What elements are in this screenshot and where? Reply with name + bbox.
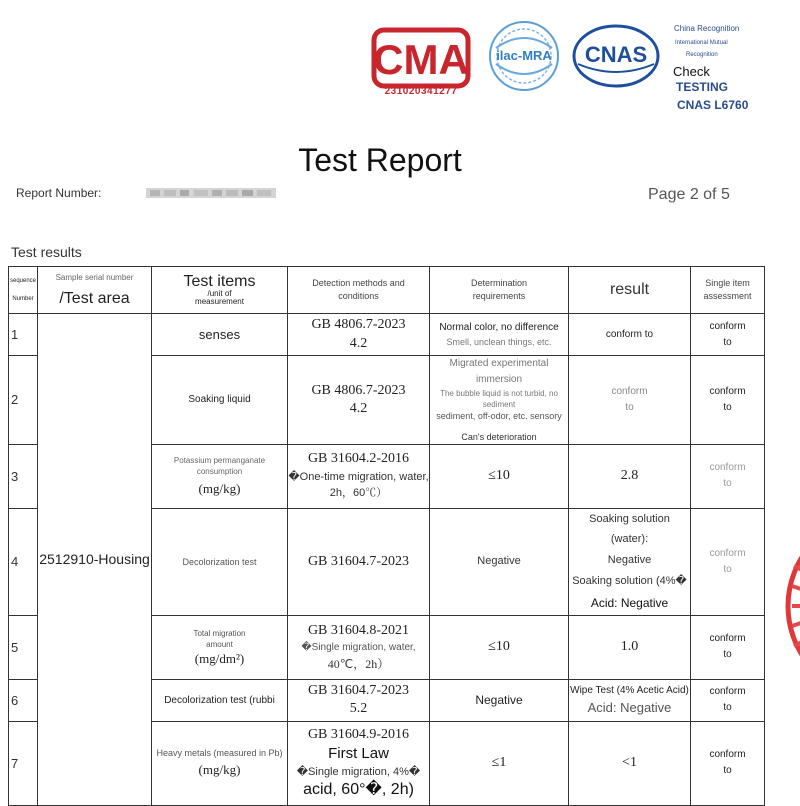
test-item: senses: [152, 314, 288, 356]
header-measurement: measurement: [195, 297, 244, 306]
header-test-items-label: Test items: [183, 273, 256, 290]
requirement: ≤10: [430, 444, 569, 508]
test-item-name: amount: [206, 639, 233, 649]
standard-code: GB 31604.9-2016: [307, 726, 410, 742]
result-line: Acid: Negative: [590, 596, 669, 611]
result-line: Negative: [607, 554, 652, 567]
test-item: Soaking liquid: [152, 356, 288, 445]
cert-line-check: Check: [673, 64, 710, 79]
test-item: [152, 615, 288, 679]
header-detection: [288, 267, 430, 314]
standard-clause: 4.2: [349, 335, 368, 351]
table-row: [9, 314, 765, 356]
standard-code: GB 31604.8-2021: [307, 622, 410, 638]
condition-line: acid, 60°�, 2h): [303, 781, 414, 799]
header-determination-2: requirements: [472, 291, 526, 301]
test-results-table: [8, 266, 765, 806]
report-number-redacted: [146, 186, 276, 200]
header-sequence: [9, 267, 38, 314]
assessment-line: to: [723, 336, 732, 348]
requirement-line: The bubble liquid is not turbid, no: [440, 389, 558, 398]
result-line: Wipe Test (4% Acetic Acid): [570, 685, 689, 697]
test-item: [152, 721, 288, 805]
header-single-item-label: Single item: [705, 277, 750, 288]
test-item-unit: (mg/kg): [198, 481, 241, 497]
test-item-unit: (mg/dm²): [194, 651, 245, 667]
header-test-area: /Test area: [59, 289, 130, 307]
test-item-name: Potassium permanganate consumption: [173, 455, 266, 477]
header-sample-serial: [38, 267, 152, 314]
requirement-line: Can's deterioration: [461, 431, 537, 442]
header-assessment: assessment: [703, 291, 752, 301]
test-item: Decolorization test (rubbi: [152, 679, 288, 721]
result-line: Soaking solution (4%�: [572, 575, 687, 588]
test-item: Decolorization test: [152, 508, 288, 615]
red-stamp: [780, 506, 800, 706]
result-value: 2.8: [569, 444, 691, 508]
row-number: 7: [9, 721, 38, 805]
result-value: 1.0: [569, 615, 691, 679]
result-line: Soaking solution (water):: [589, 512, 670, 546]
header-sequence-top: sequence: [9, 277, 37, 284]
svg-text:CMA: CMA: [373, 36, 469, 83]
detection-method: [288, 615, 430, 679]
requirement-line: Migrated experimental immersion: [449, 358, 549, 385]
condition-line: �One-time migration, water,: [288, 470, 429, 483]
row-number: 3: [9, 444, 38, 508]
result-value: [569, 356, 691, 445]
sample-id: 2512910-Housing: [38, 314, 152, 806]
assessment-line: conform: [709, 633, 746, 645]
cert-line-cnas-number: CNAS L6760: [677, 98, 749, 112]
result-value: [569, 508, 691, 615]
detection-method: [288, 356, 430, 445]
detection-method: [288, 314, 430, 356]
header-determination-1: Determination: [470, 277, 528, 288]
assessment: [691, 356, 765, 445]
requirement-line: Normal color, no difference: [439, 322, 559, 334]
assessment: [691, 444, 765, 508]
assessment-line: conform: [709, 686, 746, 698]
assessment-line: conform: [709, 320, 746, 332]
svg-text:CNAS: CNAS: [584, 42, 648, 67]
requirement-line: sediment, off-odor, etc. sensory: [436, 411, 562, 422]
requirement: ≤10: [430, 615, 569, 679]
standard-clause: 5.2: [349, 701, 368, 717]
row-number: 5: [9, 615, 38, 679]
assessment: [691, 314, 765, 356]
ilac-mra-logo: [486, 18, 562, 94]
row-number: 4: [9, 508, 38, 615]
result-line: conform: [611, 385, 648, 397]
assessment-line: to: [723, 702, 732, 714]
page-title: Test Report: [298, 142, 462, 178]
row-number: 2: [9, 356, 38, 445]
test-item: [152, 444, 288, 508]
cert-line-recognition: Recognition: [686, 52, 718, 58]
standard-code: GB 4806.7-2023: [311, 382, 406, 398]
requirement: ≤1: [430, 721, 569, 805]
condition-line: First Law: [328, 745, 389, 763]
result-line: to: [625, 401, 634, 413]
header-result-label: result: [609, 281, 650, 298]
result-value: conform to: [569, 314, 691, 356]
assessment-line: conform: [709, 462, 746, 474]
standard-code: GB 31604.7-2023: [307, 683, 410, 699]
result-value: [569, 679, 691, 721]
assessment-line: to: [723, 563, 732, 575]
test-item-name: Total migration: [193, 628, 246, 638]
standard-code: GB 31604.7-2023: [307, 553, 410, 569]
header-detection-1: Detection methods and: [312, 277, 405, 288]
header-detection-2: conditions: [338, 291, 379, 301]
assessment-line: to: [723, 765, 732, 777]
header-determination: [430, 267, 569, 314]
assessment-line: to: [723, 649, 732, 661]
standard-code: GB 31604.2-2016: [307, 451, 410, 467]
section-title: Test results: [11, 244, 82, 260]
assessment-line: to: [723, 478, 732, 490]
assessment-line: conform: [709, 385, 746, 397]
cert-line-international-mutual: International Mutual: [675, 40, 728, 46]
table-header-row: [9, 267, 765, 314]
assessment-line: conform: [709, 749, 746, 761]
condition-line: �Single migration, 4%�: [296, 765, 421, 778]
detection-method: [288, 444, 430, 508]
assessment-line: conform: [709, 547, 746, 559]
assessment: [691, 721, 765, 805]
cma-certificate-number: 231020341277: [384, 86, 458, 97]
header-single-item: [691, 267, 765, 314]
row-number: 6: [9, 679, 38, 721]
header-sequence-bottom: Number: [12, 296, 34, 302]
header-test-items: [152, 267, 288, 314]
requirement: [430, 356, 569, 445]
page-indicator: Page 2 of 5: [648, 186, 730, 203]
detection-method: [288, 508, 430, 615]
detection-method: [288, 721, 430, 805]
cnas-logo: [572, 24, 660, 88]
row-number: 1: [9, 314, 38, 356]
header-result: [569, 267, 691, 314]
requirement: Negative: [430, 679, 569, 721]
requirement-line: sediment: [482, 400, 516, 410]
requirement: [430, 314, 569, 356]
assessment: [691, 508, 765, 615]
result-value: <1: [569, 721, 691, 805]
cert-line-china-recognition: China Recognition: [674, 24, 740, 33]
header-sample-serial-label: Sample serial number: [55, 272, 134, 282]
requirement-line: Smell, unclean things, etc.: [446, 337, 552, 348]
condition-line: 2h，60℃）: [329, 487, 388, 500]
assessment-line: to: [723, 401, 732, 413]
assessment: [691, 679, 765, 721]
svg-text:ilac-MRA: ilac-MRA: [496, 48, 552, 63]
result-line: Acid: Negative: [587, 700, 672, 716]
standard-clause: 4.2: [349, 400, 368, 416]
report-number-label: Report Number:: [16, 186, 102, 200]
header-unit-of: /unit of: [207, 289, 232, 298]
condition-line: �Single migration, water,: [301, 642, 416, 654]
standard-code: GB 4806.7-2023: [311, 317, 406, 333]
cert-line-testing: TESTING: [676, 80, 729, 94]
assessment: [691, 615, 765, 679]
requirement: Negative: [430, 508, 569, 615]
test-item-unit: (mg/kg): [198, 762, 241, 778]
test-item-name: Heavy metals (measured in Pb): [156, 748, 283, 759]
condition-line: 40℃，2h）: [327, 657, 390, 672]
detection-method: [288, 679, 430, 721]
